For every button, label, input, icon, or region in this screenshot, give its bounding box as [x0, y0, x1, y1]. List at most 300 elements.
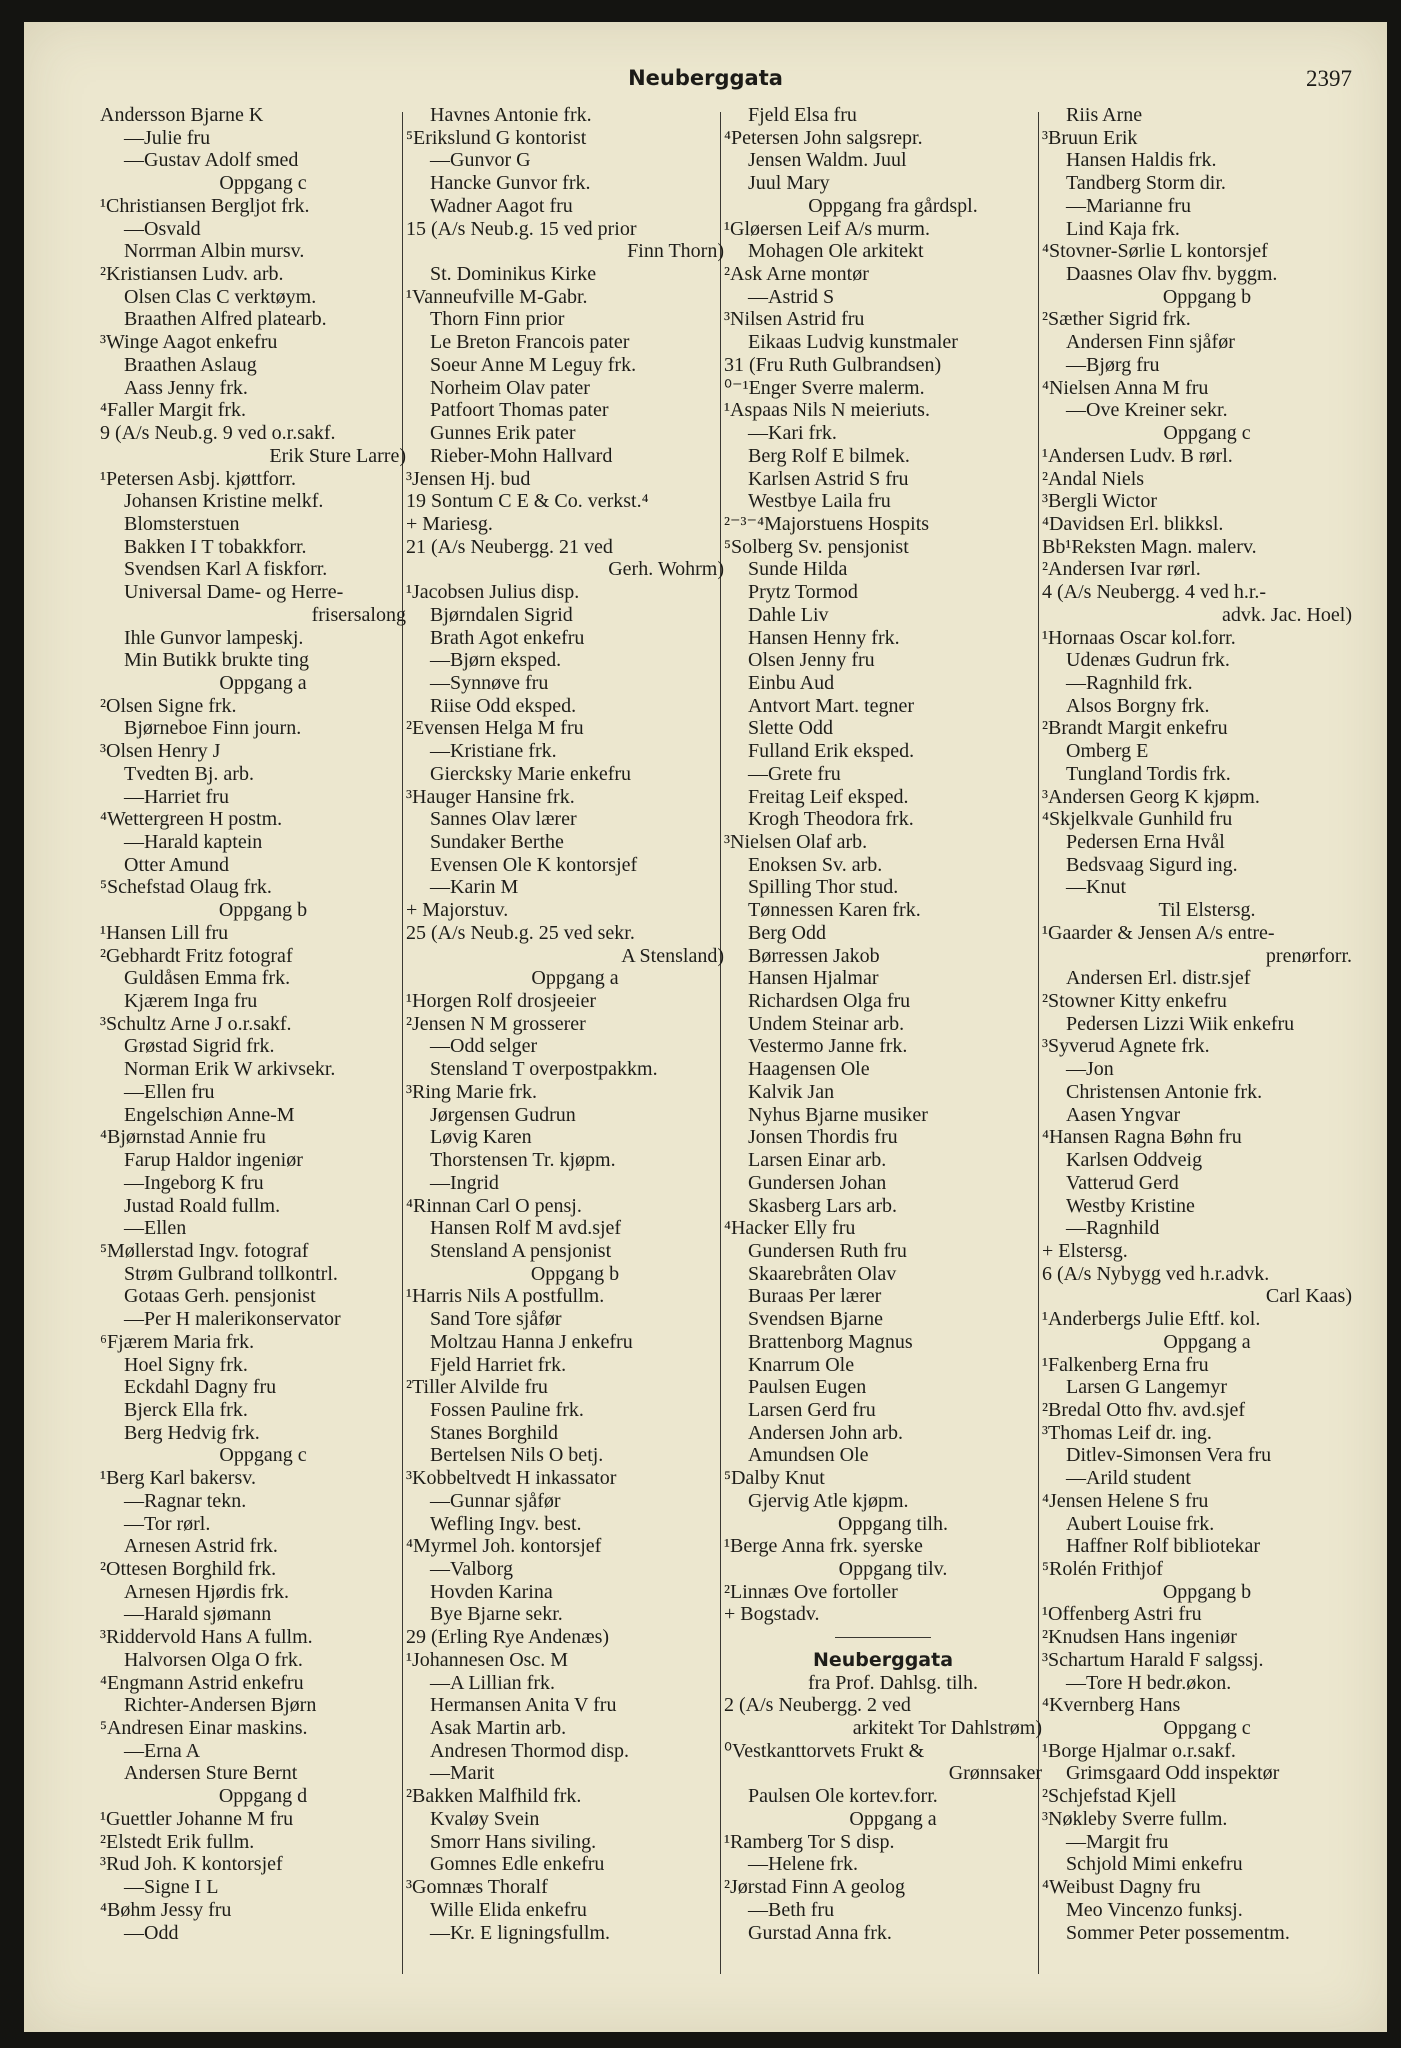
- directory-entry: 21 (A/s Neubergg. 21 ved: [406, 535, 613, 558]
- directory-entry: ²Tiller Alvilde fru: [406, 1376, 548, 1399]
- directory-entry: ²⁻³⁻⁴Majorstuens Hospits: [724, 512, 930, 535]
- directory-entry: —Helene frk.: [748, 1853, 858, 1876]
- directory-entry: Brath Agot enkefru: [430, 626, 585, 649]
- directory-entry: Norman Erik W arkivsekr.: [124, 1058, 336, 1081]
- directory-entry: Olsen Clas C verktøym.: [124, 285, 317, 308]
- directory-entry: Nyhus Bjarne musiker: [748, 1103, 928, 1126]
- directory-entry: ²Kristiansen Ludv. arb.: [100, 263, 284, 286]
- directory-entry: Universal Dame- og Herre-: [124, 581, 344, 604]
- directory-entry: ³Jensen Hj. bud: [406, 467, 531, 490]
- directory-entry: ³Ring Marie frk.: [406, 1080, 537, 1103]
- directory-entry: Bjørneboe Finn journ.: [124, 717, 302, 740]
- directory-entry: Wefling Ingv. best.: [430, 1512, 582, 1535]
- directory-entry: Gurstad Anna frk.: [748, 1921, 892, 1944]
- directory-entry: —Gustav Adolf smed: [124, 149, 299, 172]
- directory-entry: ³Schultz Arne J o.r.sakf.: [100, 1012, 292, 1035]
- directory-entry: ²Jørstad Finn A geolog: [724, 1876, 906, 1899]
- directory-entry: —Kr. E ligningsfullm.: [430, 1921, 610, 1944]
- directory-entry: Andersson Bjarne K: [100, 104, 264, 126]
- directory-entry: —Gunvor G: [430, 149, 531, 172]
- directory-entry: Fjeld Elsa fru: [748, 104, 857, 126]
- directory-entry: —Osvald: [124, 217, 201, 240]
- directory-entry: Einbu Aud: [748, 671, 835, 694]
- entry-continuation: advk. Jac. Hoel): [1222, 603, 1352, 626]
- directory-entry: Pedersen Erna Hvål: [1066, 831, 1225, 853]
- directory-entry: ²Ask Arne montør: [724, 263, 869, 286]
- directory-entry: Otter Amund: [124, 853, 229, 876]
- directory-entry: Prytz Tormod: [748, 581, 858, 604]
- directory-entry: Asak Martin arb.: [430, 1717, 567, 1740]
- directory-entry: —Ingeborg K fru: [124, 1171, 264, 1194]
- directory-entry: Bertelsen Nils O betj.: [430, 1444, 604, 1467]
- section-divider: [724, 1626, 1042, 1649]
- page-title: Neuberggata: [628, 66, 783, 90]
- directory-entry: Hovden Karina: [430, 1580, 553, 1603]
- directory-entry: —Ellen: [124, 1217, 187, 1240]
- directory-entry: Jensen Waldm. Juul: [748, 149, 907, 172]
- directory-entry: Min Butikk brukte ting: [124, 649, 309, 672]
- directory-entry: ¹Johannesen Osc. M: [406, 1648, 569, 1671]
- section-heading: Oppgang d: [218, 1785, 308, 1808]
- directory-entry: Aubert Louise frk.: [1066, 1512, 1215, 1535]
- directory-entry: Richter-Andersen Bjørn: [124, 1694, 317, 1717]
- directory-entry: ¹Borge Hjalmar o.r.sakf.: [1042, 1739, 1236, 1762]
- directory-entry: Norrman Albin mursv.: [124, 240, 305, 263]
- directory-entry: + Majorstuv.: [406, 899, 509, 922]
- directory-entry: Hancke Gunvor frk.: [430, 172, 591, 195]
- directory-entry: Schjold Mimi enkefru: [1066, 1853, 1243, 1876]
- directory-entry: —Ove Kreiner sekr.: [1066, 399, 1228, 422]
- directory-entry: —Marianne fru: [1066, 194, 1191, 217]
- directory-entry: Skaarebråten Olav: [748, 1262, 897, 1285]
- directory-entry: Enoksen Sv. arb.: [748, 853, 883, 876]
- directory-entry: Knarrum Ole: [748, 1353, 855, 1376]
- directory-entry: —Harald kaptein: [124, 831, 263, 853]
- directory-entry: Larsen G Langemyr: [1066, 1376, 1228, 1399]
- directory-entry: ³Thomas Leif dr. ing.: [1042, 1421, 1212, 1444]
- directory-entry: Norheim Olav pater: [430, 376, 590, 399]
- directory-entry: Christensen Antonie frk.: [1066, 1080, 1263, 1103]
- directory-entry: ²Evensen Helga M fru: [406, 717, 584, 740]
- directory-entry: ³Nilsen Astrid fru: [724, 308, 865, 331]
- directory-entry: Udenæs Gudrun frk.: [1066, 649, 1230, 672]
- directory-entry: Eckdahl Dagny fru: [124, 1376, 277, 1399]
- directory-entry: ³Schartum Harald F salgssj.: [1042, 1648, 1264, 1671]
- directory-entry: Kjærem Inga fru: [124, 990, 258, 1013]
- directory-entry: Bedsvaag Sigurd ing.: [1066, 853, 1238, 876]
- directory-entry: Farup Haldor ingeniør: [124, 1149, 303, 1172]
- directory-entry: Dahle Liv: [748, 603, 829, 626]
- directory-entry: —Marit: [430, 1762, 495, 1785]
- directory-entry: —Per H malerikonservator: [124, 1308, 341, 1331]
- directory-entry: ¹Horgen Rolf drosjeeier: [406, 990, 597, 1013]
- directory-entry: —Ellen fru: [124, 1080, 215, 1103]
- directory-entry: ³Kobbeltvedt H inkassator: [406, 1467, 617, 1490]
- directory-entry: 2 (A/s Neubergg. 2 ved: [724, 1694, 911, 1717]
- directory-entry: ¹Anderbergs Julie Eftf. kol.: [1042, 1308, 1261, 1331]
- directory-entry: Tvedten Bj. arb.: [124, 762, 254, 785]
- directory-entry: Sand Tore sjåfør: [430, 1308, 562, 1331]
- directory-entry: ⁰Vestkanttorvets Frukt &: [724, 1739, 925, 1762]
- directory-entry: Le Breton Francois pater: [430, 331, 630, 354]
- directory-entry: Kvaløy Svein: [430, 1807, 540, 1830]
- directory-entry: ¹Berg Karl bakersv.: [100, 1467, 256, 1490]
- directory-entry: Berg Odd: [748, 921, 826, 944]
- directory-entry: ⁴Engmann Astrid enkefru: [100, 1671, 304, 1694]
- directory-entry: ³Bergli Wictor: [1042, 490, 1157, 513]
- directory-entry: Larsen Gerd fru: [748, 1398, 876, 1421]
- section-heading: Oppgang tilv.: [838, 1558, 948, 1580]
- directory-entry: Mohagen Ole arkitekt: [748, 240, 924, 263]
- directory-entry: Stensland T overpostpakkm.: [430, 1058, 658, 1081]
- directory-entry: Freitag Leif eksped.: [748, 785, 909, 808]
- directory-entry: Olsen Jenny fru: [748, 649, 875, 672]
- directory-entry: Blomsterstuen: [124, 512, 240, 535]
- directory-entry: 9 (A/s Neub.g. 9 ved o.r.sakf.: [100, 422, 336, 445]
- directory-entry: —Odd: [124, 1921, 179, 1944]
- directory-entry: ³Syverud Agnete frk.: [1042, 1035, 1210, 1058]
- directory-entry: Svendsen Bjarne: [748, 1308, 883, 1331]
- directory-entry: —Ingrid: [430, 1171, 499, 1194]
- directory-entry: —Knut: [1066, 876, 1126, 899]
- section-heading: fra Prof. Dahlsg. tilh.: [808, 1671, 978, 1694]
- directory-entry: Lind Kaja frk.: [1066, 217, 1180, 240]
- directory-entry: Braathen Aslaug: [124, 353, 257, 376]
- entry-continuation: frisersalong: [311, 603, 406, 626]
- directory-column-1: [100, 104, 406, 1944]
- directory-entry: Spilling Thor stud.: [748, 876, 899, 899]
- directory-entry: ⁵Erikslund G kontorist: [406, 126, 587, 149]
- directory-entry: —A Lillian frk.: [430, 1671, 555, 1694]
- directory-entry: Sundaker Berthe: [430, 831, 564, 853]
- directory-entry: Andersen Sture Bernt: [124, 1762, 298, 1785]
- directory-entry: Undem Steinar arb.: [748, 1012, 905, 1035]
- directory-entry: ²Bredal Otto fhv. avd.sjef: [1042, 1398, 1245, 1421]
- directory-entry: Paulsen Eugen: [748, 1376, 867, 1399]
- directory-entry: Fulland Erik eksped.: [748, 740, 915, 763]
- directory-entry: Moltzau Hanna J enkefru: [430, 1330, 633, 1353]
- directory-entry: Bjerck Ella frk.: [124, 1398, 248, 1421]
- directory-entry: ¹Petersen Asbj. kjøttforr.: [100, 467, 296, 490]
- entry-continuation: Gerh. Wohrm): [608, 558, 724, 581]
- directory-entry: ²Sæther Sigrid frk.: [1042, 308, 1191, 331]
- entry-continuation: Carl Kaas): [1265, 1285, 1352, 1308]
- directory-entry: ⁴Bjørnstad Annie fru: [100, 1126, 266, 1149]
- directory-entry: Jonsen Thordis fru: [748, 1126, 898, 1149]
- directory-entry: Havnes Antonie frk.: [430, 104, 592, 126]
- directory-entry: Gomnes Edle enkefru: [430, 1853, 605, 1876]
- directory-entry: —Harald sjømann: [124, 1603, 272, 1626]
- directory-entry: Jørgensen Gudrun: [430, 1103, 576, 1126]
- directory-entry: ²Olsen Signe frk.: [100, 694, 237, 717]
- directory-entry: —Jon: [1066, 1058, 1114, 1081]
- directory-entry: ¹Ramberg Tor S disp.: [724, 1830, 895, 1853]
- directory-entry: ²Ottesen Borghild frk.: [100, 1558, 277, 1580]
- directory-entry: Bakken I T tobakkforr.: [124, 535, 307, 558]
- directory-entry: ²Stowner Kitty enkefru: [1042, 990, 1227, 1013]
- directory-entry: Bye Bjarne sekr.: [430, 1603, 563, 1626]
- directory-entry: St. Dominikus Kirke: [430, 263, 597, 286]
- directory-entry: Sunde Hilda: [748, 558, 848, 581]
- directory-entry: Grimsgaard Odd inspektør: [1066, 1762, 1280, 1785]
- directory-entry: + Mariesg.: [406, 512, 493, 535]
- directory-entry: ³Andersen Georg K kjøpm.: [1042, 785, 1260, 808]
- directory-entry: —Tor rørl.: [124, 1512, 211, 1535]
- directory-entry: Gotaas Gerh. pensjonist: [124, 1285, 316, 1308]
- directory-entry: 29 (Erling Rye Andenæs): [406, 1626, 610, 1649]
- directory-entry: Riise Odd eksped.: [430, 694, 577, 717]
- directory-entry: —Beth fru: [748, 1898, 835, 1921]
- directory-entry: Giercksky Marie enkefru: [430, 762, 632, 785]
- directory-entry: Berg Hedvig frk.: [124, 1421, 260, 1444]
- directory-entry: ¹Christiansen Bergljot frk.: [100, 194, 310, 217]
- directory-entry: Løvig Karen: [430, 1126, 532, 1149]
- directory-entry: 15 (A/s Neub.g. 15 ved prior: [406, 217, 637, 240]
- directory-entry: ⁴Myrmel Joh. kontorsjef: [406, 1535, 602, 1558]
- directory-entry: 4 (A/s Neubergg. 4 ved h.r.-: [1042, 581, 1267, 604]
- directory-entry: —Ragnhild frk.: [1066, 671, 1193, 694]
- directory-entry: ⁵Møllerstad Ingv. fotograf: [100, 1239, 309, 1262]
- section-heading: Oppgang tilh.: [838, 1512, 948, 1535]
- directory-entry: ⁵Solberg Sv. pensjonist: [724, 535, 909, 558]
- directory-entry: Pedersen Lizzi Wiik enkefru: [1066, 1012, 1295, 1035]
- directory-entry: ¹Gaarder & Jensen A/s entre-: [1042, 921, 1275, 944]
- directory-entry: Antvort Mart. tegner: [748, 694, 915, 717]
- directory-entry: —Bjørn eksped.: [430, 649, 562, 672]
- directory-entry: —Tore H bedr.økon.: [1066, 1671, 1232, 1694]
- directory-entry: —Synnøve fru: [430, 671, 549, 694]
- directory-entry: Eikaas Ludvig kunstmaler: [748, 331, 958, 354]
- directory-entry: ⁵Schefstad Olaug frk.: [100, 876, 272, 899]
- directory-entry: ²Andersen Ivar rørl.: [1042, 558, 1201, 581]
- directory-entry: ²Linnæs Ove fortoller: [724, 1580, 898, 1603]
- directory-column-4: [1042, 104, 1352, 1944]
- section-heading: Oppgang b: [1162, 1580, 1252, 1603]
- directory-entry: ²Andal Niels: [1042, 467, 1145, 490]
- directory-entry: ⁶Fjærem Maria frk.: [100, 1330, 255, 1353]
- directory-entry: Omberg E: [1066, 740, 1149, 763]
- page-number: 2397: [1306, 66, 1352, 91]
- directory-entry: ¹Guettler Johanne M fru: [100, 1807, 294, 1830]
- directory-entry: Gunnes Erik pater: [430, 422, 576, 445]
- directory-entry: ⁴Bøhm Jessy fru: [100, 1898, 232, 1921]
- directory-entry: Tandberg Storm dir.: [1066, 172, 1226, 195]
- directory-entry: Westbye Laila fru: [748, 490, 891, 513]
- directory-entry: Hoel Signy frk.: [124, 1353, 248, 1376]
- directory-entry: ¹Offenberg Astri fru: [1042, 1603, 1202, 1626]
- directory-entry: —Grete fru: [748, 762, 841, 785]
- directory-entry: Andersen Erl. distr.sjef: [1066, 967, 1251, 990]
- directory-entry: Evensen Ole K kontorsjef: [430, 853, 638, 876]
- directory-entry: Buraas Per lærer: [748, 1285, 882, 1308]
- directory-entry: —Valborg: [430, 1558, 513, 1580]
- section-heading: Oppgang c: [1163, 1717, 1251, 1740]
- directory-entry: ²Brandt Margit enkefru: [1042, 717, 1228, 740]
- entry-continuation: Grønnsaker: [948, 1762, 1042, 1785]
- directory-entry: Larsen Einar arb.: [748, 1149, 887, 1172]
- directory-entry: ³Bruun Erik: [1042, 126, 1138, 149]
- directory-entry: Vestermo Janne frk.: [748, 1035, 908, 1058]
- section-heading: Oppgang b: [218, 899, 308, 922]
- entry-continuation: arkitekt Tor Dahlstrøm): [852, 1717, 1042, 1740]
- directory-entry: ¹Hornaas Oscar kol.forr.: [1042, 626, 1236, 649]
- directory-entry: ³Nielsen Olaf arb.: [724, 831, 868, 853]
- directory-entry: ⁴Kvernberg Hans: [1042, 1694, 1181, 1717]
- directory-entry: Hansen Hjalmar: [748, 967, 879, 990]
- entry-continuation: prenørforr.: [1265, 944, 1352, 967]
- directory-entry: —Kristiane frk.: [430, 740, 557, 763]
- directory-entry: Meo Vincenzo funksj.: [1066, 1898, 1243, 1921]
- directory-entry: ⁴Skjelkvale Gunhild fru: [1042, 808, 1233, 831]
- section-heading: Oppgang b: [530, 1262, 620, 1285]
- directory-entry: Fjeld Harriet frk.: [430, 1353, 567, 1376]
- directory-entry: Bjørndalen Sigrid: [430, 603, 573, 626]
- directory-entry: —Bjørg fru: [1066, 353, 1160, 376]
- directory-entry: ⁵Dalby Knut: [724, 1467, 825, 1490]
- directory-entry: ¹Falkenberg Erna fru: [1042, 1353, 1209, 1376]
- directory-entry: ²Gebhardt Fritz fotograf: [100, 944, 293, 967]
- entry-continuation: Finn Thorn): [627, 240, 724, 263]
- directory-entry: 31 (Fru Ruth Gulbrandsen): [724, 353, 942, 376]
- directory-entry: Karlsen Oddveig: [1066, 1149, 1203, 1172]
- directory-entry: ⁴Weibust Dagny fru: [1042, 1876, 1201, 1899]
- directory-entry: Andresen Thormod disp.: [430, 1739, 630, 1762]
- section-heading: Oppgang a: [531, 967, 619, 990]
- directory-entry: ³Riddervold Hans A fullm.: [100, 1626, 313, 1649]
- directory-entry: ⁴Faller Margit frk.: [100, 399, 247, 422]
- directory-entry: ⁴Rinnan Carl O pensj.: [406, 1194, 582, 1217]
- directory-entry: Andersen Finn sjåfør: [1066, 331, 1235, 354]
- directory-entry: ⁴Hansen Ragna Bøhn fru: [1042, 1126, 1242, 1149]
- directory-entry: Stanes Borghild: [430, 1421, 558, 1444]
- directory-entry: ¹Harris Nils A postfullm.: [406, 1285, 605, 1308]
- directory-entry: —Ragnhild: [1066, 1217, 1160, 1240]
- directory-entry: Thorstensen Tr. kjøpm.: [430, 1149, 616, 1172]
- directory-entry: ⁴Davidsen Erl. blikksl.: [1042, 512, 1224, 535]
- directory-entry: 19 Sontum C E & Co. verkst.⁴: [406, 490, 649, 513]
- directory-entry: Hermansen Anita V fru: [430, 1694, 617, 1717]
- directory-entry: ²Bakken Malfhild frk.: [406, 1785, 582, 1808]
- directory-entry: Gundersen Johan: [748, 1171, 887, 1194]
- street-heading: Neuberggata: [812, 1648, 954, 1671]
- directory-entry: Amundsen Ole: [748, 1444, 869, 1467]
- directory-entry: ⁴Wettergreen H postm.: [100, 808, 283, 831]
- section-heading: Oppgang c: [219, 172, 307, 195]
- directory-entry: Daasnes Olav fhv. byggm.: [1066, 263, 1278, 286]
- directory-entry: —Julie fru: [124, 126, 211, 149]
- directory-entry: Gundersen Ruth fru: [748, 1239, 907, 1262]
- directory-entry: Thorn Finn prior: [430, 308, 565, 331]
- directory-entry: —Margit fru: [1066, 1830, 1169, 1853]
- directory-entry: Soeur Anne M Leguy frk.: [430, 353, 637, 376]
- directory-entry: ⁴Stovner-Sørlie L kontorsjef: [1042, 240, 1268, 263]
- section-heading: Oppgang a: [1163, 1330, 1251, 1353]
- directory-entry: ³Nøkleby Sverre fullm.: [1042, 1807, 1228, 1830]
- section-heading: Oppgang a: [849, 1807, 937, 1830]
- directory-entry: ¹Andersen Ludv. B rørl.: [1042, 444, 1233, 467]
- directory-entry: ⁵Rolén Frithjof: [1042, 1558, 1163, 1580]
- directory-entry: ¹Vanneufville M-Gabr.: [406, 285, 588, 308]
- directory-entry: Grøstad Sigrid frk.: [124, 1035, 275, 1058]
- directory-entry: Kalvik Jan: [748, 1080, 835, 1103]
- directory-entry: Berg Rolf E bilmek.: [748, 444, 910, 467]
- directory-entry: Hansen Haldis frk.: [1066, 149, 1217, 172]
- directory-entry: Johansen Kristine melkf.: [124, 490, 324, 513]
- directory-entry: ⁴Nielsen Anna M fru: [1042, 376, 1209, 399]
- entry-continuation: A Stensland): [621, 944, 724, 967]
- directory-entry: ⁴Jensen Helene S fru: [1042, 1489, 1209, 1512]
- directory-page: [24, 22, 1387, 2032]
- directory-entry: Tungland Tordis frk.: [1066, 762, 1231, 785]
- section-heading: Oppgang a: [219, 671, 307, 694]
- directory-entry: —Astrid S: [748, 285, 835, 308]
- directory-entry: —Gunnar sjåfør: [430, 1489, 561, 1512]
- directory-column-3: [724, 104, 1042, 1944]
- directory-entry: Justad Roald fullm.: [124, 1194, 281, 1217]
- directory-entry: Ihle Gunvor lampeskj.: [124, 626, 304, 649]
- directory-entry: Strøm Gulbrand tollkontrl.: [124, 1262, 338, 1285]
- directory-entry: —Harriet fru: [124, 785, 229, 808]
- directory-entry: Arnesen Hjørdis frk.: [124, 1580, 289, 1603]
- directory-entry: —Karin M: [430, 876, 519, 899]
- directory-entry: Guldåsen Emma frk.: [124, 967, 291, 990]
- directory-entry: ²Jensen N M grosserer: [406, 1012, 586, 1035]
- directory-entry: Andersen John arb.: [748, 1421, 903, 1444]
- directory-entry: Sannes Olav lærer: [430, 808, 577, 831]
- directory-entry: —Arild student: [1066, 1467, 1191, 1490]
- directory-entry: Slette Odd: [748, 717, 833, 740]
- directory-entry: ⁴Petersen John salgsrepr.: [724, 126, 923, 149]
- directory-entry: ²Schjefstad Kjell: [1042, 1785, 1177, 1808]
- section-heading: Oppgang c: [219, 1444, 307, 1467]
- directory-entry: Aasen Yngvar: [1066, 1103, 1181, 1126]
- directory-entry: ¹Gløersen Leif A/s murm.: [724, 217, 930, 240]
- directory-entry: ⁴Hacker Elly fru: [724, 1217, 856, 1240]
- directory-entry: Juul Mary: [748, 172, 830, 195]
- directory-entry: Riis Arne: [1066, 104, 1143, 126]
- directory-entry: Smorr Hans siviling.: [430, 1830, 597, 1853]
- directory-entry: —Kari frk.: [748, 422, 837, 445]
- directory-entry: Haagensen Ole: [748, 1058, 870, 1081]
- directory-entry: —Odd selger: [430, 1035, 538, 1058]
- directory-entry: Wille Elida enkefru: [430, 1898, 587, 1921]
- directory-entry: 6 (A/s Nybygg ved h.r.advk.: [1042, 1262, 1270, 1285]
- directory-entry: ³Hauger Hansine frk.: [406, 785, 575, 808]
- directory-entry: Richardsen Olga fru: [748, 990, 911, 1013]
- directory-entry: ¹Jacobsen Julius disp.: [406, 581, 580, 604]
- directory-entry: Ditlev-Simonsen Vera fru: [1066, 1444, 1272, 1467]
- directory-entry: Arnesen Astrid frk.: [124, 1535, 278, 1558]
- directory-entry: Haffner Rolf bibliotekar: [1066, 1535, 1261, 1558]
- directory-entry: ³Gomnæs Thoralf: [406, 1876, 548, 1899]
- directory-entry: —Ragnar tekn.: [124, 1489, 247, 1512]
- directory-entry: Børressen Jakob: [748, 944, 880, 967]
- directory-entry: ²Elstedt Erik fullm.: [100, 1830, 255, 1853]
- directory-entry: ⁵Andresen Einar maskins.: [100, 1717, 308, 1740]
- directory-entry: Skasberg Lars arb.: [748, 1194, 898, 1217]
- directory-entry: Patfoort Thomas pater: [430, 399, 609, 422]
- directory-entry: Fossen Pauline frk.: [430, 1398, 584, 1421]
- directory-entry: Karlsen Astrid S fru: [748, 467, 909, 490]
- directory-entry: Aass Jenny frk.: [124, 376, 248, 399]
- section-heading: Oppgang c: [1163, 422, 1251, 445]
- directory-entry: Alsos Borgny frk.: [1066, 694, 1210, 717]
- directory-entry: ⁰⁻¹Enger Sverre malerm.: [724, 376, 925, 399]
- directory-entry: ³Winge Aagot enkefru: [100, 331, 278, 354]
- section-heading: Til Elstersg.: [1158, 899, 1256, 922]
- directory-entry: ³Olsen Henry J: [100, 740, 221, 763]
- directory-entry: Sommer Peter possementm.: [1066, 1921, 1290, 1944]
